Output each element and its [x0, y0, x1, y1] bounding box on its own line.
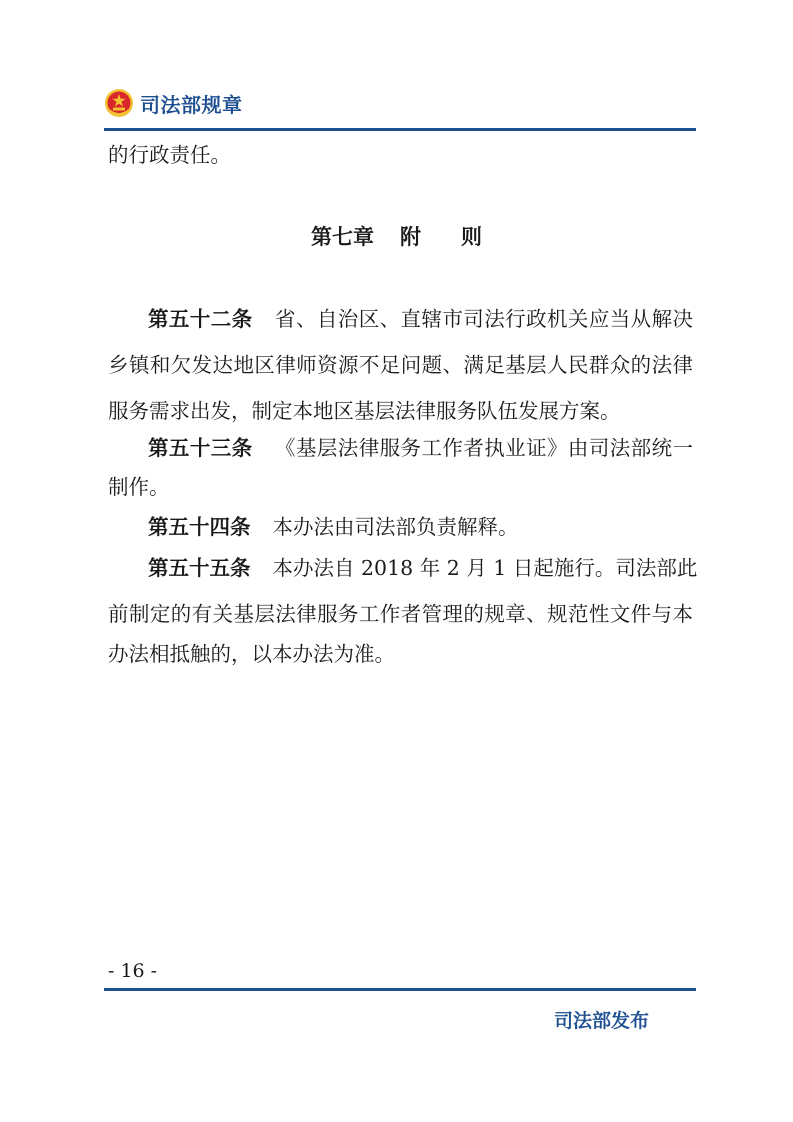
article-55-line-3: 办法相抵触的，以本办法为准。 — [108, 642, 395, 666]
article-52-line-3: 服务需求出发，制定本地区基层法律服务队伍发展方案。 — [108, 399, 621, 423]
article-55-line-2: 前制定的有关基层法律服务工作者管理的规章、规范性文件与本 — [108, 602, 693, 626]
chapter-title-part2: 则 — [461, 225, 482, 249]
national-emblem-icon — [104, 88, 134, 118]
chapter-heading — [0, 222, 793, 252]
chapter-title-part1: 附 — [400, 225, 421, 249]
article-54-text-1: 本办法由司法部负责解释。 — [272, 515, 519, 539]
page-header — [104, 84, 243, 122]
article-53-line-1 — [148, 433, 693, 463]
article-55-label: 第五十五条 — [148, 556, 251, 580]
article-54-line-1 — [148, 512, 519, 542]
article-52-line-2: 乡镇和欠发达地区律师资源不足问题、满足基层人民群众的法律 — [108, 353, 693, 377]
article-52-line-1 — [148, 304, 693, 334]
article-53-line-2: 制作。 — [108, 475, 170, 499]
article-53-label: 第五十三条 — [148, 436, 253, 460]
footer-publisher: 司法部发布 — [554, 1010, 650, 1032]
article-55-text-1: 本办法自 2018 年 2 月 1 日起施行。司法部此 — [272, 556, 698, 580]
article-55-line-1 — [148, 553, 698, 583]
article-53-text-1: 《基层法律服务工作者执业证》由司法部统一 — [274, 436, 694, 460]
article-52-label: 第五十二条 — [148, 307, 253, 331]
page-number: - 16 - — [108, 960, 158, 982]
chapter-number: 第七章 — [311, 225, 374, 249]
article-54-label: 第五十四条 — [148, 515, 251, 539]
carryover-text: 的行政责任。 — [108, 143, 231, 167]
header-title: 司法部规章 — [140, 92, 243, 117]
article-52-text-1: 省、自治区、直辖市司法行政机关应当从解决 — [274, 307, 694, 331]
footer-divider — [104, 988, 696, 991]
header-divider — [104, 128, 696, 131]
